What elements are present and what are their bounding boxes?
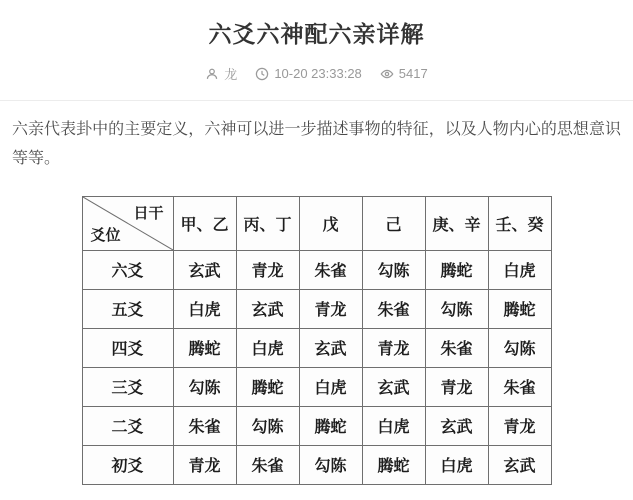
column-header: 己: [362, 196, 425, 250]
table-row: [82, 367, 551, 406]
table-cell: 青龙: [488, 406, 551, 445]
row-label: 三爻: [82, 367, 173, 406]
table-cell: 青龙: [173, 445, 236, 484]
author-name: 龙: [224, 67, 238, 82]
table-cell: 勾陈: [236, 406, 299, 445]
corner-cell: [82, 196, 173, 250]
table-cell: 白虎: [425, 445, 488, 484]
corner-label-day-stem: 日干: [133, 205, 164, 222]
table-cell: 玄武: [236, 289, 299, 328]
table-cell: 朱雀: [173, 406, 236, 445]
corner-label-line-position: 爻位: [90, 227, 121, 244]
views-meta: [380, 66, 428, 81]
table-cell: 青龙: [425, 367, 488, 406]
user-icon: [205, 67, 219, 81]
table-cell: 腾蛇: [425, 250, 488, 289]
row-label: 初爻: [82, 445, 173, 484]
table-cell: 腾蛇: [299, 406, 362, 445]
table-cell: 勾陈: [362, 250, 425, 289]
table-cell: 白虎: [299, 367, 362, 406]
table-cell: 朱雀: [236, 445, 299, 484]
table-cell: 朱雀: [425, 328, 488, 367]
table-cell: 腾蛇: [173, 328, 236, 367]
table-cell: 玄武: [425, 406, 488, 445]
view-count: 5417: [398, 66, 428, 81]
table-row: [82, 250, 551, 289]
column-header: 壬、癸: [488, 196, 551, 250]
table-cell: 勾陈: [299, 445, 362, 484]
table-cell: 玄武: [173, 250, 236, 289]
row-label: 六爻: [82, 250, 173, 289]
table-cell: 青龙: [362, 328, 425, 367]
eye-icon: [380, 67, 394, 81]
table-cell: 玄武: [488, 445, 551, 484]
table-cell: 腾蛇: [488, 289, 551, 328]
intro-paragraph: 六亲代表卦中的主要定义，六神可以进一步描述事物的特征，以及人物内心的思想意识等等。: [12, 120, 621, 167]
column-header: 甲、乙: [173, 196, 236, 250]
six-spirits-table: [82, 196, 552, 485]
article-header: [0, 0, 633, 86]
table-cell: 青龙: [236, 250, 299, 289]
column-header: 庚、辛: [425, 196, 488, 250]
header-divider: [0, 100, 633, 101]
table-cell: 朱雀: [362, 289, 425, 328]
table-cell: 白虎: [236, 328, 299, 367]
table-cell: 白虎: [362, 406, 425, 445]
table-cell: 腾蛇: [362, 445, 425, 484]
table-cell: 勾陈: [425, 289, 488, 328]
column-header: 丙、丁: [236, 196, 299, 250]
column-header: 戊: [299, 196, 362, 250]
table-cell: 白虎: [488, 250, 551, 289]
table-row: [82, 328, 551, 367]
table-cell: 勾陈: [173, 367, 236, 406]
clock-icon: [255, 67, 269, 81]
table-cell: 勾陈: [488, 328, 551, 367]
row-label: 二爻: [82, 406, 173, 445]
table-cell: 白虎: [173, 289, 236, 328]
publish-time: 10-20 23:33:28: [274, 66, 362, 81]
table-row: [82, 445, 551, 484]
row-label: 四爻: [82, 328, 173, 367]
row-label: 五爻: [82, 289, 173, 328]
author-meta[interactable]: [205, 64, 237, 83]
table-cell: 玄武: [362, 367, 425, 406]
table-header-row: [82, 196, 551, 250]
spirit-table-container: [82, 196, 552, 485]
table-cell: 腾蛇: [236, 367, 299, 406]
table-cell: 玄武: [299, 328, 362, 367]
article-meta: [205, 64, 427, 83]
table-row: [82, 406, 551, 445]
table-cell: 青龙: [299, 289, 362, 328]
page-title: 六爻六神配六亲详解: [208, 21, 425, 47]
table-row: [82, 289, 551, 328]
table-cell: 朱雀: [488, 367, 551, 406]
time-meta: [255, 66, 361, 81]
table-cell: 朱雀: [299, 250, 362, 289]
